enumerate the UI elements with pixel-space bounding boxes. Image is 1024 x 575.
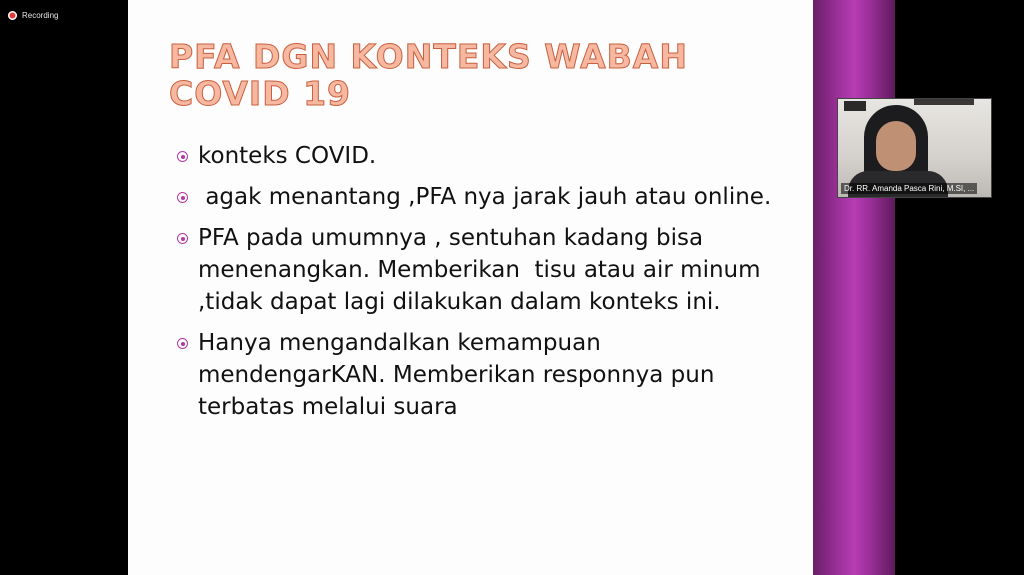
participant-face: [876, 121, 916, 171]
bullet-item: [176, 181, 776, 213]
recording-dot-icon: [8, 11, 17, 20]
slide-accent-bar: [813, 0, 895, 575]
recording-label: Recording: [22, 10, 59, 20]
bullet-text: Hanya mengandalkan kemampuan mendengarKAN. Memberikan responnya pun terbatas melalui suara: [198, 330, 715, 420]
bullet-point-icon: [177, 338, 188, 349]
bullet-text: konteks COVID.: [198, 143, 377, 169]
bullet-text: agak menantang ,PFA nya jarak jauh atau online.: [198, 184, 772, 210]
wall-frame-image: [844, 101, 866, 111]
bullet-text: PFA pada umumnya , sentuhan kadang bisa menenangkan. Memberikan tisu atau air minum ,tidak dapat lagi dilakukan dalam konteks ini.: [198, 225, 768, 315]
bullet-item: [176, 327, 776, 423]
recording-indicator: [8, 8, 58, 22]
participant-video-tile[interactable]: [837, 98, 992, 198]
bullet-item: [176, 222, 776, 318]
bullet-point-icon: [177, 233, 188, 244]
participant-name-tag: Dr. RR. Amanda Pasca Rini, M.SI, ...: [841, 183, 977, 194]
bullet-item: [176, 140, 776, 172]
presentation-slide: [128, 0, 813, 575]
wall-frame-image: [914, 99, 974, 105]
bullet-list: [176, 140, 776, 432]
bullet-point-icon: [177, 151, 188, 162]
bullet-point-icon: [177, 192, 188, 203]
slide-title: PFA DGN KONTEKS WABAH COVID 19: [169, 37, 688, 113]
